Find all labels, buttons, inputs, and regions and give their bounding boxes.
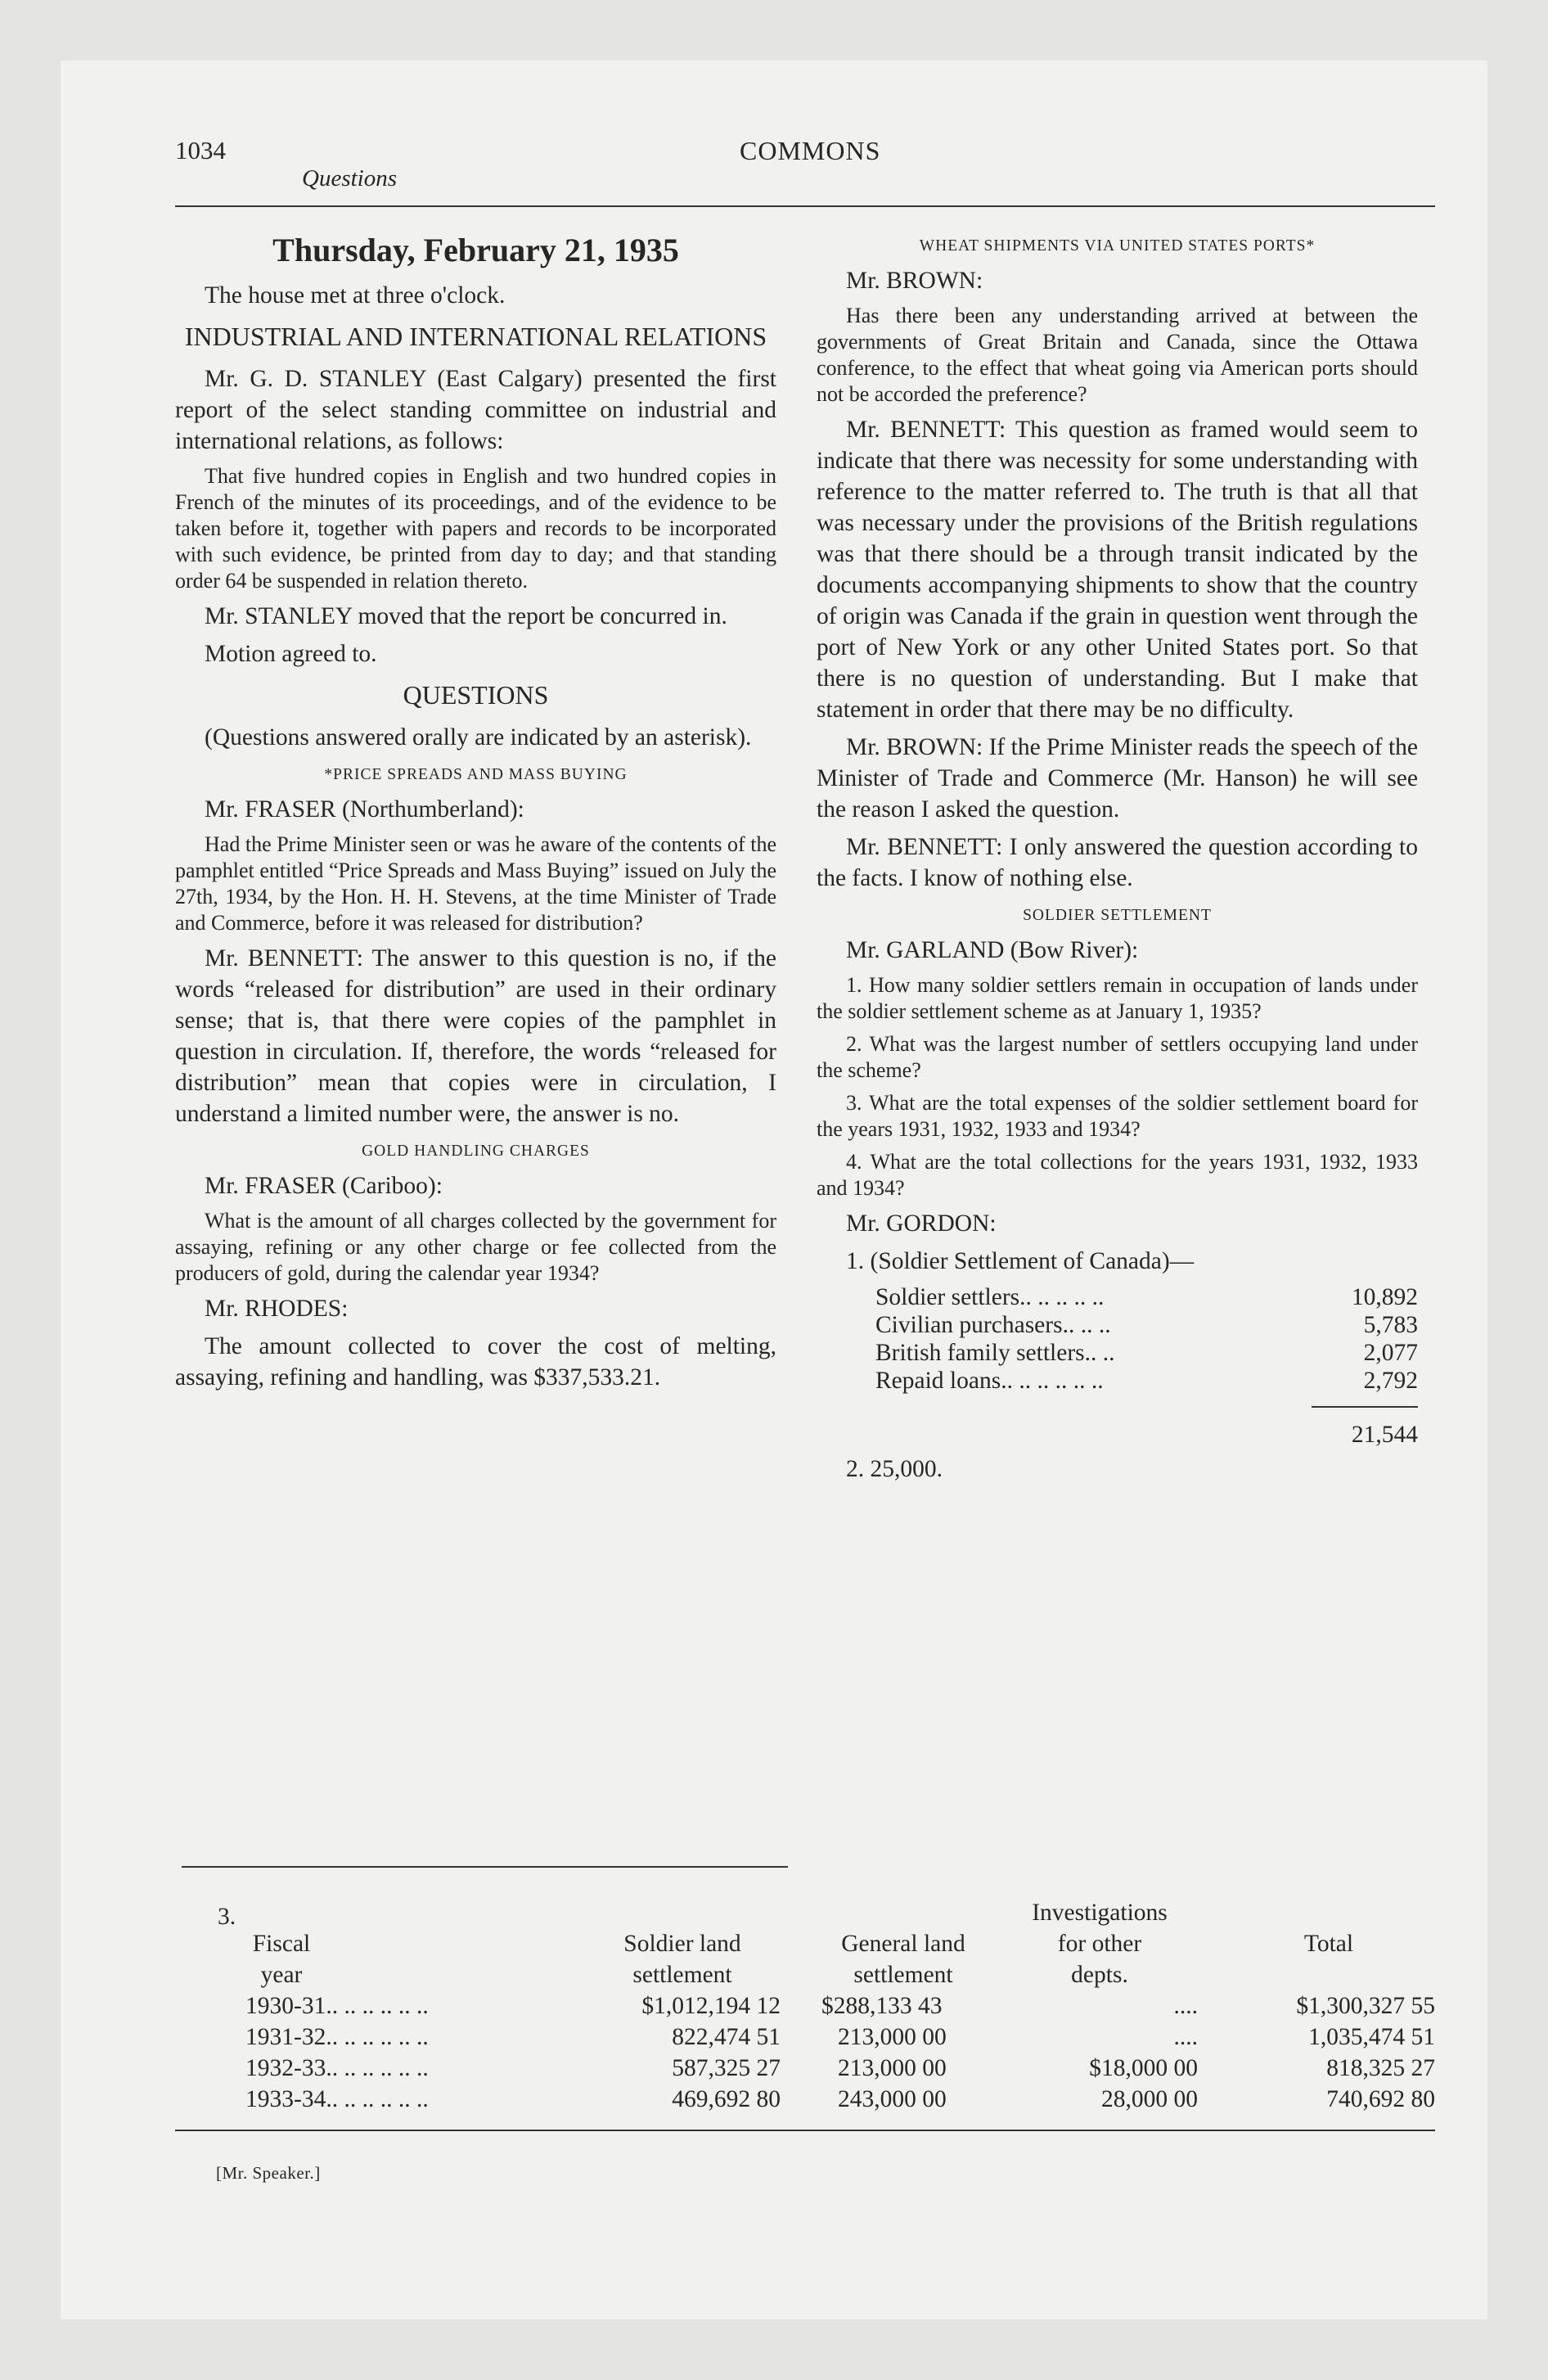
bennett-answer-wheat: Mr. BENNETT: This question as framed would seem to indicate that there was necessity for some understanding with reference to the matter referred to. The truth is that all that was necessary under the provisions of the British regulations was that there should be a through transit indicated by the documents accompanying shipments to show that the country of origin was Canada if the grain in question went through the port of New York or any other United States port. So that there is no question of understanding. But I make that statement in order that there may be no difficulty.	[817, 417, 1418, 723]
soldier-settlement-heading: SOLDIER SETTLEMENT	[1023, 907, 1212, 924]
header-total: Total	[1303, 1931, 1354, 1957]
gold-charges-heading: GOLD HANDLING CHARGES	[362, 1143, 590, 1160]
question-wheat-shipments: Has there been any understanding arrived at between the governments of Great Britain and Canada, since the Ottawa conference, to the effect that wheat going via American ports should not be accorded the preference?	[817, 304, 1418, 406]
bennett-answer-facts: Mr. BENNETT: I only answered the question according to the facts. I know of nothing else.	[817, 834, 1418, 891]
brown-reply: Mr. BROWN: If the Prime Minister reads the speech of the Minister of Trade and Commerce (Mr. Hanson) he will see the reason I asked the question.	[817, 734, 1418, 823]
speaker-fraser-cariboo: Mr. FRASER (Cariboo):	[205, 1173, 443, 1199]
question-soldier-1: 1. How many soldier settlers remain in occupation of lands under the soldier settlement scheme as at January 1, 1935?	[817, 973, 1418, 1023]
question-soldier-3: 3. What are the total expenses of the soldier settlement board for the years 1931, 1932, 1933 and 1934?	[817, 1091, 1418, 1141]
questions-note: (Questions answered orally are indicated by an asterisk).	[205, 724, 752, 751]
stats-row: Repaid loans.. .. .. .. .. .. 2,792	[875, 1368, 1418, 1394]
sitting-date: Thursday, February 21, 1935	[272, 232, 679, 268]
running-header	[175, 136, 1435, 192]
footer-rule	[175, 2130, 1435, 2131]
stats-row: Civilian purchasers.. .. .. 5,783	[875, 1312, 1418, 1338]
price-spreads-heading: *PRICE SPREADS AND MASS BUYING	[324, 766, 628, 783]
motion-agreed-text: Motion agreed to.	[205, 641, 377, 667]
settlers-stats	[817, 1283, 1418, 1450]
question-gold-charges: What is the amount of all charges collected by the government for assaying, refining or any other charge or fee collected from the producers of gold, during the calendar year 1934?	[175, 1209, 776, 1285]
questions-heading: QUESTIONS	[403, 680, 549, 710]
header-investigations: Investigations for other depts.	[1032, 1900, 1168, 1988]
gordon-answer-2: 2. 25,000.	[846, 1456, 943, 1482]
expenses-table: 3. Fiscal year Soldier land settlement General land settlement Investigations for other depts. Total 1930-31.. .. .. .. .. .. $1,012,194 12 $288,133 43 .... $1,300,327 55 1931-32.. .. .. .. .. .. 822,474 51 213,000 00 .... 1,035,474 51 1932-33.. .. .. .. .. .. 587,325 27 213,000 00 $18,000 00 818,325 27 1933-34.. .. .. .. .. .. 469,692 80 243,000 00 28,000 00 740,692 80	[175, 1882, 1435, 2120]
speaker-rhodes: Mr. RHODES:	[205, 1296, 349, 1322]
gordon-answer-1: 1. (Soldier Settlement of Canada)—	[846, 1248, 1195, 1274]
question-soldier-4: 4. What are the total collections for the years 1931, 1932, 1933 and 1934?	[817, 1150, 1418, 1200]
speaker-garland: Mr. GARLAND (Bow River):	[846, 937, 1139, 963]
right-column	[817, 231, 1418, 1491]
table-number: 3.	[218, 1904, 236, 1930]
header-fiscal-year: Fiscal year	[252, 1931, 311, 1988]
report-text: That five hundred copies in English and two hundred copies in French of the minutes of its proceedings, and of the evidence to be taken before it, together with papers and records to be incorporated with such evidence, be printed from day to day; and that standing order 64 be suspended in relation thereto.	[175, 464, 776, 593]
question-price-spreads: Had the Prime Minister seen or was he aware of the contents of the pamphlet entitled “Price Spreads and Mass Buying” issued on July the 27th, 1934, by the Hon. H. H. Stevens, at the time Minister of Trade and Commerce, before it was released for distribution?	[175, 832, 776, 935]
stanley-presented-text: Mr. G. D. STANLEY (East Calgary) presented the first report of the select standing committee on industrial and international relations, as follows:	[175, 366, 776, 454]
table-top-rule	[182, 1866, 788, 1868]
industrial-relations-heading: INDUSTRIAL AND INTERNATIONAL RELATIONS	[184, 322, 767, 351]
header-rule	[175, 205, 1435, 207]
bennett-answer-price-spreads: Mr. BENNETT: The answer to this question is no, if the words “released for distribution” are used in their ordinary sense; that is, that there were copies of the pamphlet in question in circulation. If, therefore, the words “released for distribution” mean that copies were in circulation, I understand a limited number were, the answer is no.	[175, 945, 776, 1127]
page-number: 1034	[175, 136, 226, 165]
section-title: COMMONS	[740, 136, 881, 165]
subsection-title: Questions	[302, 165, 397, 192]
speaker-fraser-northumberland: Mr. FRASER (Northumberland):	[205, 796, 524, 823]
rhodes-answer: The amount collected to cover the cost of melting, assaying, refining and handling, was $337,533.21.	[175, 1333, 776, 1391]
stats-total: 21,544	[1351, 1422, 1418, 1448]
stats-total-rule	[1312, 1406, 1418, 1408]
header-soldier-land: Soldier land settlement	[623, 1931, 741, 1988]
question-soldier-2: 2. What was the largest number of settlers occupying land under the scheme?	[817, 1032, 1418, 1082]
speaker-brown: Mr. BROWN:	[846, 268, 983, 294]
stats-row: British family settlers.. .. 2,077	[875, 1340, 1418, 1366]
wheat-shipments-heading: WHEAT SHIPMENTS VIA UNITED STATES PORTS*	[919, 237, 1316, 255]
stats-row: Soldier settlers.. .. .. .. .. 10,892	[875, 1284, 1418, 1310]
house-met-text: The house met at three o'clock.	[205, 282, 506, 309]
header-general-land: General land settlement	[841, 1931, 965, 1988]
speaker-gordon: Mr. GORDON:	[846, 1210, 997, 1237]
stanley-moved-text: Mr. STANLEY moved that the report be concurred in.	[205, 603, 727, 629]
footer-speaker: [Mr. Speaker.]	[216, 2163, 321, 2183]
left-column	[175, 231, 776, 1400]
